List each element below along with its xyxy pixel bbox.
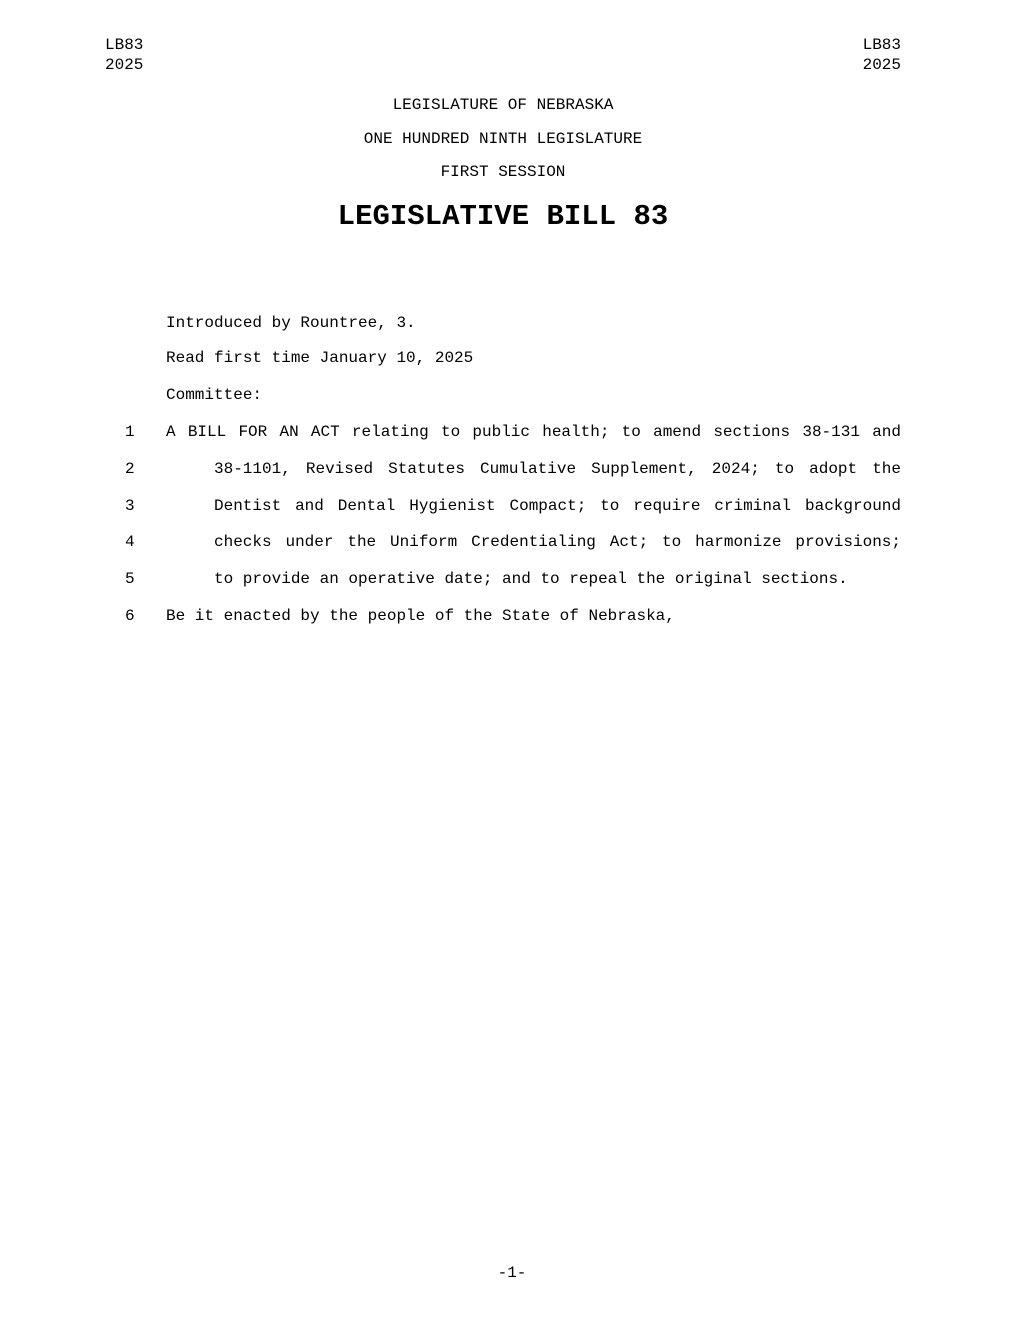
line-number: 5	[125, 570, 135, 588]
line-number: 6	[125, 607, 135, 625]
bill-line	[0, 497, 1024, 519]
bill-number-right: LB83	[862, 36, 901, 54]
bill-line	[0, 460, 1024, 482]
line-text: 38-1101, Revised Statutes Cumulative Supplement, 2024; to adopt the	[214, 460, 901, 478]
bill-line	[0, 607, 1024, 629]
bill-year-left: 2025	[105, 56, 144, 74]
line-number: 4	[125, 533, 135, 551]
line-number: 2	[125, 460, 135, 478]
bill-line	[0, 423, 1024, 445]
header-right	[863, 35, 901, 75]
legislature-name: LEGISLATURE OF NEBRASKA	[392, 96, 614, 114]
bill-number-left: LB83	[105, 36, 144, 54]
line-number: 1	[125, 423, 135, 441]
session-label: FIRST SESSION	[440, 163, 566, 181]
line-text: Be it enacted by the people of the State of Nebraska,	[166, 607, 675, 625]
bill-line	[0, 570, 1024, 592]
line-text: checks under the Uniform Credentialing Act; to harmonize provisions;	[214, 533, 901, 551]
line-number: 3	[125, 497, 135, 515]
legislature-number: ONE HUNDRED NINTH LEGISLATURE	[363, 130, 643, 148]
line-text: A BILL FOR AN ACT relating to public health; to amend sections 38-131 and	[166, 423, 901, 441]
header-left	[105, 35, 143, 75]
read-first-time: Read first time January 10, 2025	[166, 349, 474, 367]
introduced-by: Introduced by Rountree, 3.	[166, 314, 416, 332]
bill-title: LEGISLATIVE BILL 83	[337, 200, 669, 233]
bill-year-right: 2025	[862, 56, 901, 74]
page-number: -1-	[497, 1264, 527, 1282]
committee-label: Committee:	[166, 386, 263, 404]
line-text: to provide an operative date; and to repeal the original sections.	[214, 570, 848, 588]
bill-line	[0, 533, 1024, 555]
line-text: Dentist and Dental Hygienist Compact; to require criminal background	[214, 497, 901, 515]
